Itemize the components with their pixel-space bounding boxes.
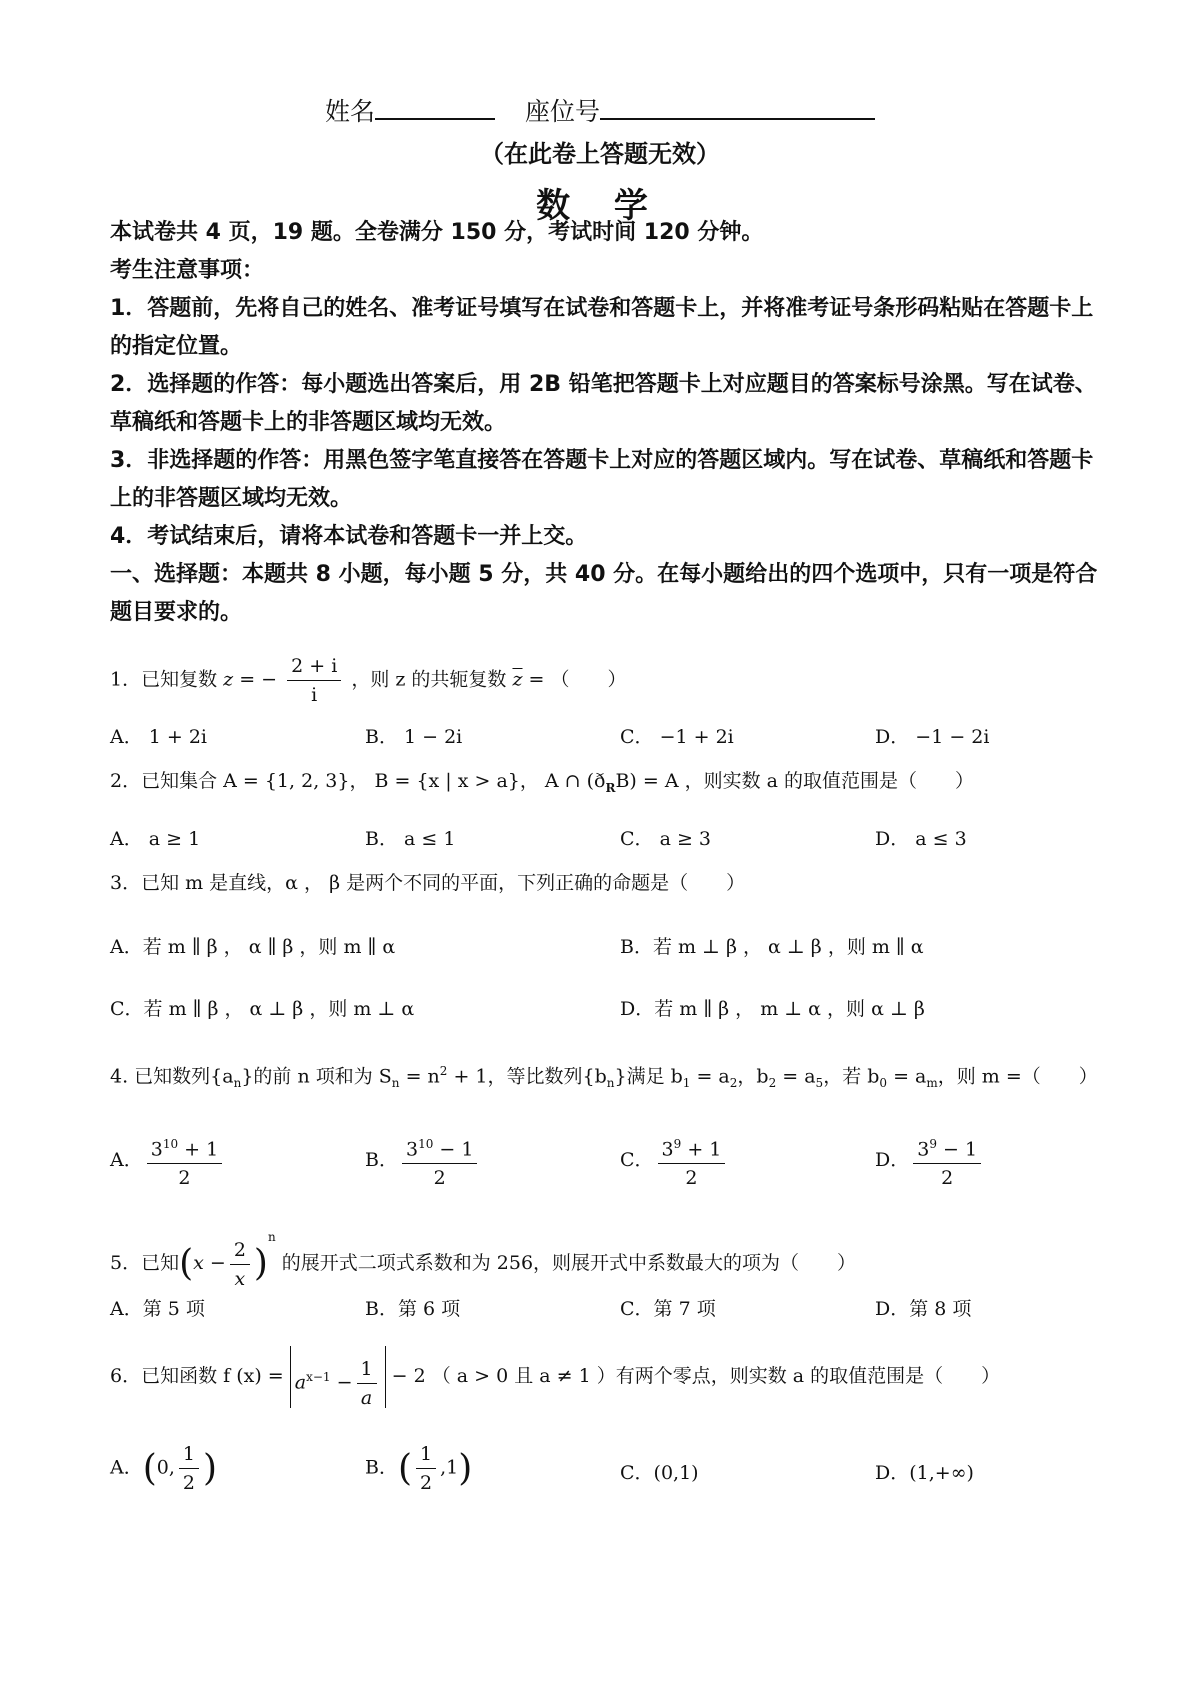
q6-a-paren-close: ) [203,1448,218,1489]
q4-a-exp: 10 [162,1137,179,1151]
q1-zbar: $\overline{z}$ [512,668,523,691]
q6-a-frac [179,1440,199,1497]
q6-option-d[interactable] [875,1458,974,1485]
q4-s9: 0 [879,1076,888,1091]
question-6 [110,1346,1100,1408]
q4-s1: n [233,1076,242,1091]
q4-d-exp: 9 [929,1137,937,1151]
q4-c-label: C． [620,1149,654,1172]
q2-option-a[interactable]: A． a ≥ 1 [110,828,201,850]
q5-option-b[interactable]: B．第 6 项 [365,1298,461,1320]
q1-option-c[interactable]: C． −1 + 2i [620,726,734,748]
section-1-heading: 一、选择题：本题共 8 小题，每小题 5 分，共 40 分。在每小题给出的四个选项中，只有一项是符合题目要求的。 [110,562,1098,625]
q3-option-c[interactable]: C．若 m ∥ β ， α ⊥ β ，则 m ⊥ α [110,998,415,1020]
q4-b-base: 3 [405,1138,419,1161]
q6-den: a [360,1386,373,1409]
q6-b-den: 2 [420,1472,433,1494]
q3-option-d[interactable]: D．若 m ∥ β ， m ⊥ α ，则 α ⊥ β [620,998,925,1020]
q1-post: ，则 z 的共轭复数 [351,668,507,691]
q4-a-label: A． [110,1149,143,1172]
q4-s4: n [606,1076,615,1091]
q4-p4: + 1，等比数列{b [447,1065,607,1088]
q6-b-frac [416,1440,436,1497]
q4-p1: 4. 已知数列{a [110,1065,234,1088]
q6-c-label: C． [620,1462,654,1484]
q6-b-paren-open: ( [397,1448,413,1489]
q4-option-d[interactable] [875,1130,985,1192]
q6-b-label: B． [365,1456,398,1479]
q2-text: 2．已知集合 A = {1, 2, 3}， B = {x | x > a}， A ∩ (ð [110,770,606,792]
note-1: 1．答题前，先将自己的姓名、准考证号填写在试卷和答题卡上，并将准考证号条形码粘贴在答题卡上的指定位置。 [110,296,1094,359]
q1-option-b[interactable]: B． 1 − 2i [365,726,463,748]
q5-den: x [234,1267,246,1290]
q5-exp: n [267,1230,276,1244]
exam-summary: 本试卷共 4 页，19 题。全卷满分 150 分，考试时间 120 分钟。 [110,220,764,245]
q6-minus: − [330,1371,353,1394]
q4-s6: 2 [729,1076,738,1091]
invalid-notice: （在此卷上答题无效） [480,140,720,168]
name-seat-line [0,92,1200,128]
notes-title: 考生注意事项： [110,258,265,283]
q1-tail: = （ ） [522,668,627,691]
q1-option-a[interactable]: A． 1 + 2i [110,726,208,748]
q4-c-op: + 1 [681,1138,722,1161]
q6-a-num: 1 [179,1440,199,1469]
q3-option-a[interactable]: A．若 m ∥ β ， α ∥ β ，则 m ∥ α [110,936,396,958]
note-4: 4．考试结束后，请将本试卷和答题卡一并上交。 [110,524,588,549]
q4-p2: }的前 n 项和为 S [241,1065,392,1088]
q4-c-den: 2 [685,1167,698,1190]
q4-s5: 1 [682,1076,691,1091]
q1-pre: 1．已知复数 [110,668,218,691]
q2-text2: B) = A ，则实数 a 的取值范围是（ ） [615,770,975,792]
q6-b-num: 1 [416,1440,436,1469]
q6-post: − 2 （ a > 0 且 a ≠ 1 ）有两个零点，则实数 a 的取值范围是（ ） [385,1365,1001,1387]
q5-num: 2 [230,1236,250,1265]
q5-frac [230,1236,250,1293]
q6-a-text: 0, [156,1456,175,1479]
q4-p5: }满足 b [614,1065,683,1088]
q2-sub: R [605,780,616,795]
q5-paren-open: ( [179,1243,194,1284]
q2-option-d[interactable]: D． a ≤ 3 [875,828,967,850]
q4-s8: 5 [815,1076,824,1091]
q4-b-op: − 1 [433,1138,474,1161]
q3-option-b[interactable]: B．若 m ⊥ β ， α ⊥ β ，则 m ∥ α [620,936,924,958]
q1-den: i [311,684,318,706]
q6-a: a [294,1371,307,1394]
q4-b-label: B． [365,1149,398,1172]
q4-s10: m [926,1076,938,1091]
question-2 [110,766,1100,803]
q1-z-eq: z = − [223,668,278,691]
q6-num: 1 [357,1355,377,1384]
q4-a-base: 3 [150,1138,163,1161]
q6-option-c[interactable] [620,1458,699,1485]
q4-d-base: 3 [917,1138,930,1161]
q1-fraction [287,652,341,709]
q5-option-c[interactable]: C．第 7 项 [620,1298,716,1320]
q4-p9: ，若 b [823,1065,880,1088]
q4-a-frac [147,1130,222,1192]
note-3: 3．非选择题的作答：用黑色签字笔直接答在答题卡上对应的答题区域内。写在试卷、草稿纸和答题卡上的非答题区域均无效。 [110,448,1094,511]
q5-paren-close: ) [253,1243,268,1284]
q4-c-exp: 9 [673,1137,682,1151]
q4-c-base: 3 [661,1138,674,1161]
q5-pre: 5．已知 [110,1252,180,1274]
seat-label: 座位号 [524,97,600,126]
q5-option-d[interactable]: D．第 8 项 [875,1298,972,1320]
q4-b-exp: 10 [418,1137,434,1151]
q6-a-den: 2 [182,1472,196,1494]
question-3: 3．已知 m 是直线，α ， β 是两个不同的平面，下列正确的命题是（ ） [110,872,746,894]
note-2: 2．选择题的作答：每小题选出答案后，用 2B 铅笔把答题卡上对应题目的答案标号涂黑。写在试卷、草稿纸和答题卡上的非答题区域均无效。 [110,372,1097,435]
q4-p7: ，b [737,1065,769,1088]
question-1 [110,652,1100,709]
q6-a-label: A． [110,1456,143,1479]
q4-a-den: 2 [178,1167,191,1190]
q6-d-label: D． [875,1462,910,1484]
q4-option-b[interactable] [365,1130,481,1192]
q1-num: 2 + i [287,652,341,681]
q4-p3: = n [399,1065,440,1088]
q4-option-a[interactable] [110,1130,226,1192]
q4-c-frac [658,1130,726,1192]
q4-d-op: − 1 [936,1138,978,1161]
q6-option-a[interactable] [110,1440,217,1497]
q6-abs [290,1346,386,1408]
q4-b-frac [402,1130,477,1192]
name-blank [375,94,495,120]
question-4 [110,1056,1100,1098]
q4-p6: = a [690,1065,730,1088]
q4-d-den: 2 [941,1167,954,1190]
subject-title: 数 学 [536,186,664,226]
name-label: 姓名 [325,97,376,126]
q4-p10: = a [887,1065,927,1088]
q6-option-b[interactable] [365,1440,472,1497]
q6-b-paren-close: ) [458,1448,473,1489]
q6-exp: x−1 [306,1370,331,1384]
q6-frac [357,1355,377,1412]
q4-s7: 2 [768,1076,777,1091]
q6-a-paren-open: ( [142,1448,157,1489]
q2-option-c[interactable]: C． a ≥ 3 [620,828,711,850]
question-5 [110,1222,1100,1293]
q4-a-op: + 1 [178,1138,219,1161]
q5-post: 的展开式二项式系数和为 256，则展开式中系数最大的项为（ ） [281,1252,857,1274]
q6-d-text: (1,+∞) [909,1462,974,1484]
q4-b-den: 2 [433,1167,446,1190]
q1-option-d[interactable]: D． −1 − 2i [875,726,990,748]
seat-blank [600,94,875,120]
q5-option-a[interactable]: A．第 5 项 [110,1298,205,1320]
q4-option-c[interactable] [620,1130,729,1192]
q4-d-frac [913,1130,981,1192]
q6-c-text: (0,1) [653,1462,699,1484]
q4-d-label: D． [875,1149,910,1172]
q6-pre: 6．已知函数 f (x) = [110,1365,284,1387]
q5-x: x − [193,1252,226,1274]
q4-s2: n [391,1076,400,1091]
q4-p11: ，则 m =（ ） [937,1065,1098,1088]
q6-b-after: ,1 [440,1456,459,1479]
q4-p8: = a [776,1065,816,1088]
q4-sp3: 2 [439,1064,448,1078]
q2-option-b[interactable]: B． a ≤ 1 [365,828,456,850]
